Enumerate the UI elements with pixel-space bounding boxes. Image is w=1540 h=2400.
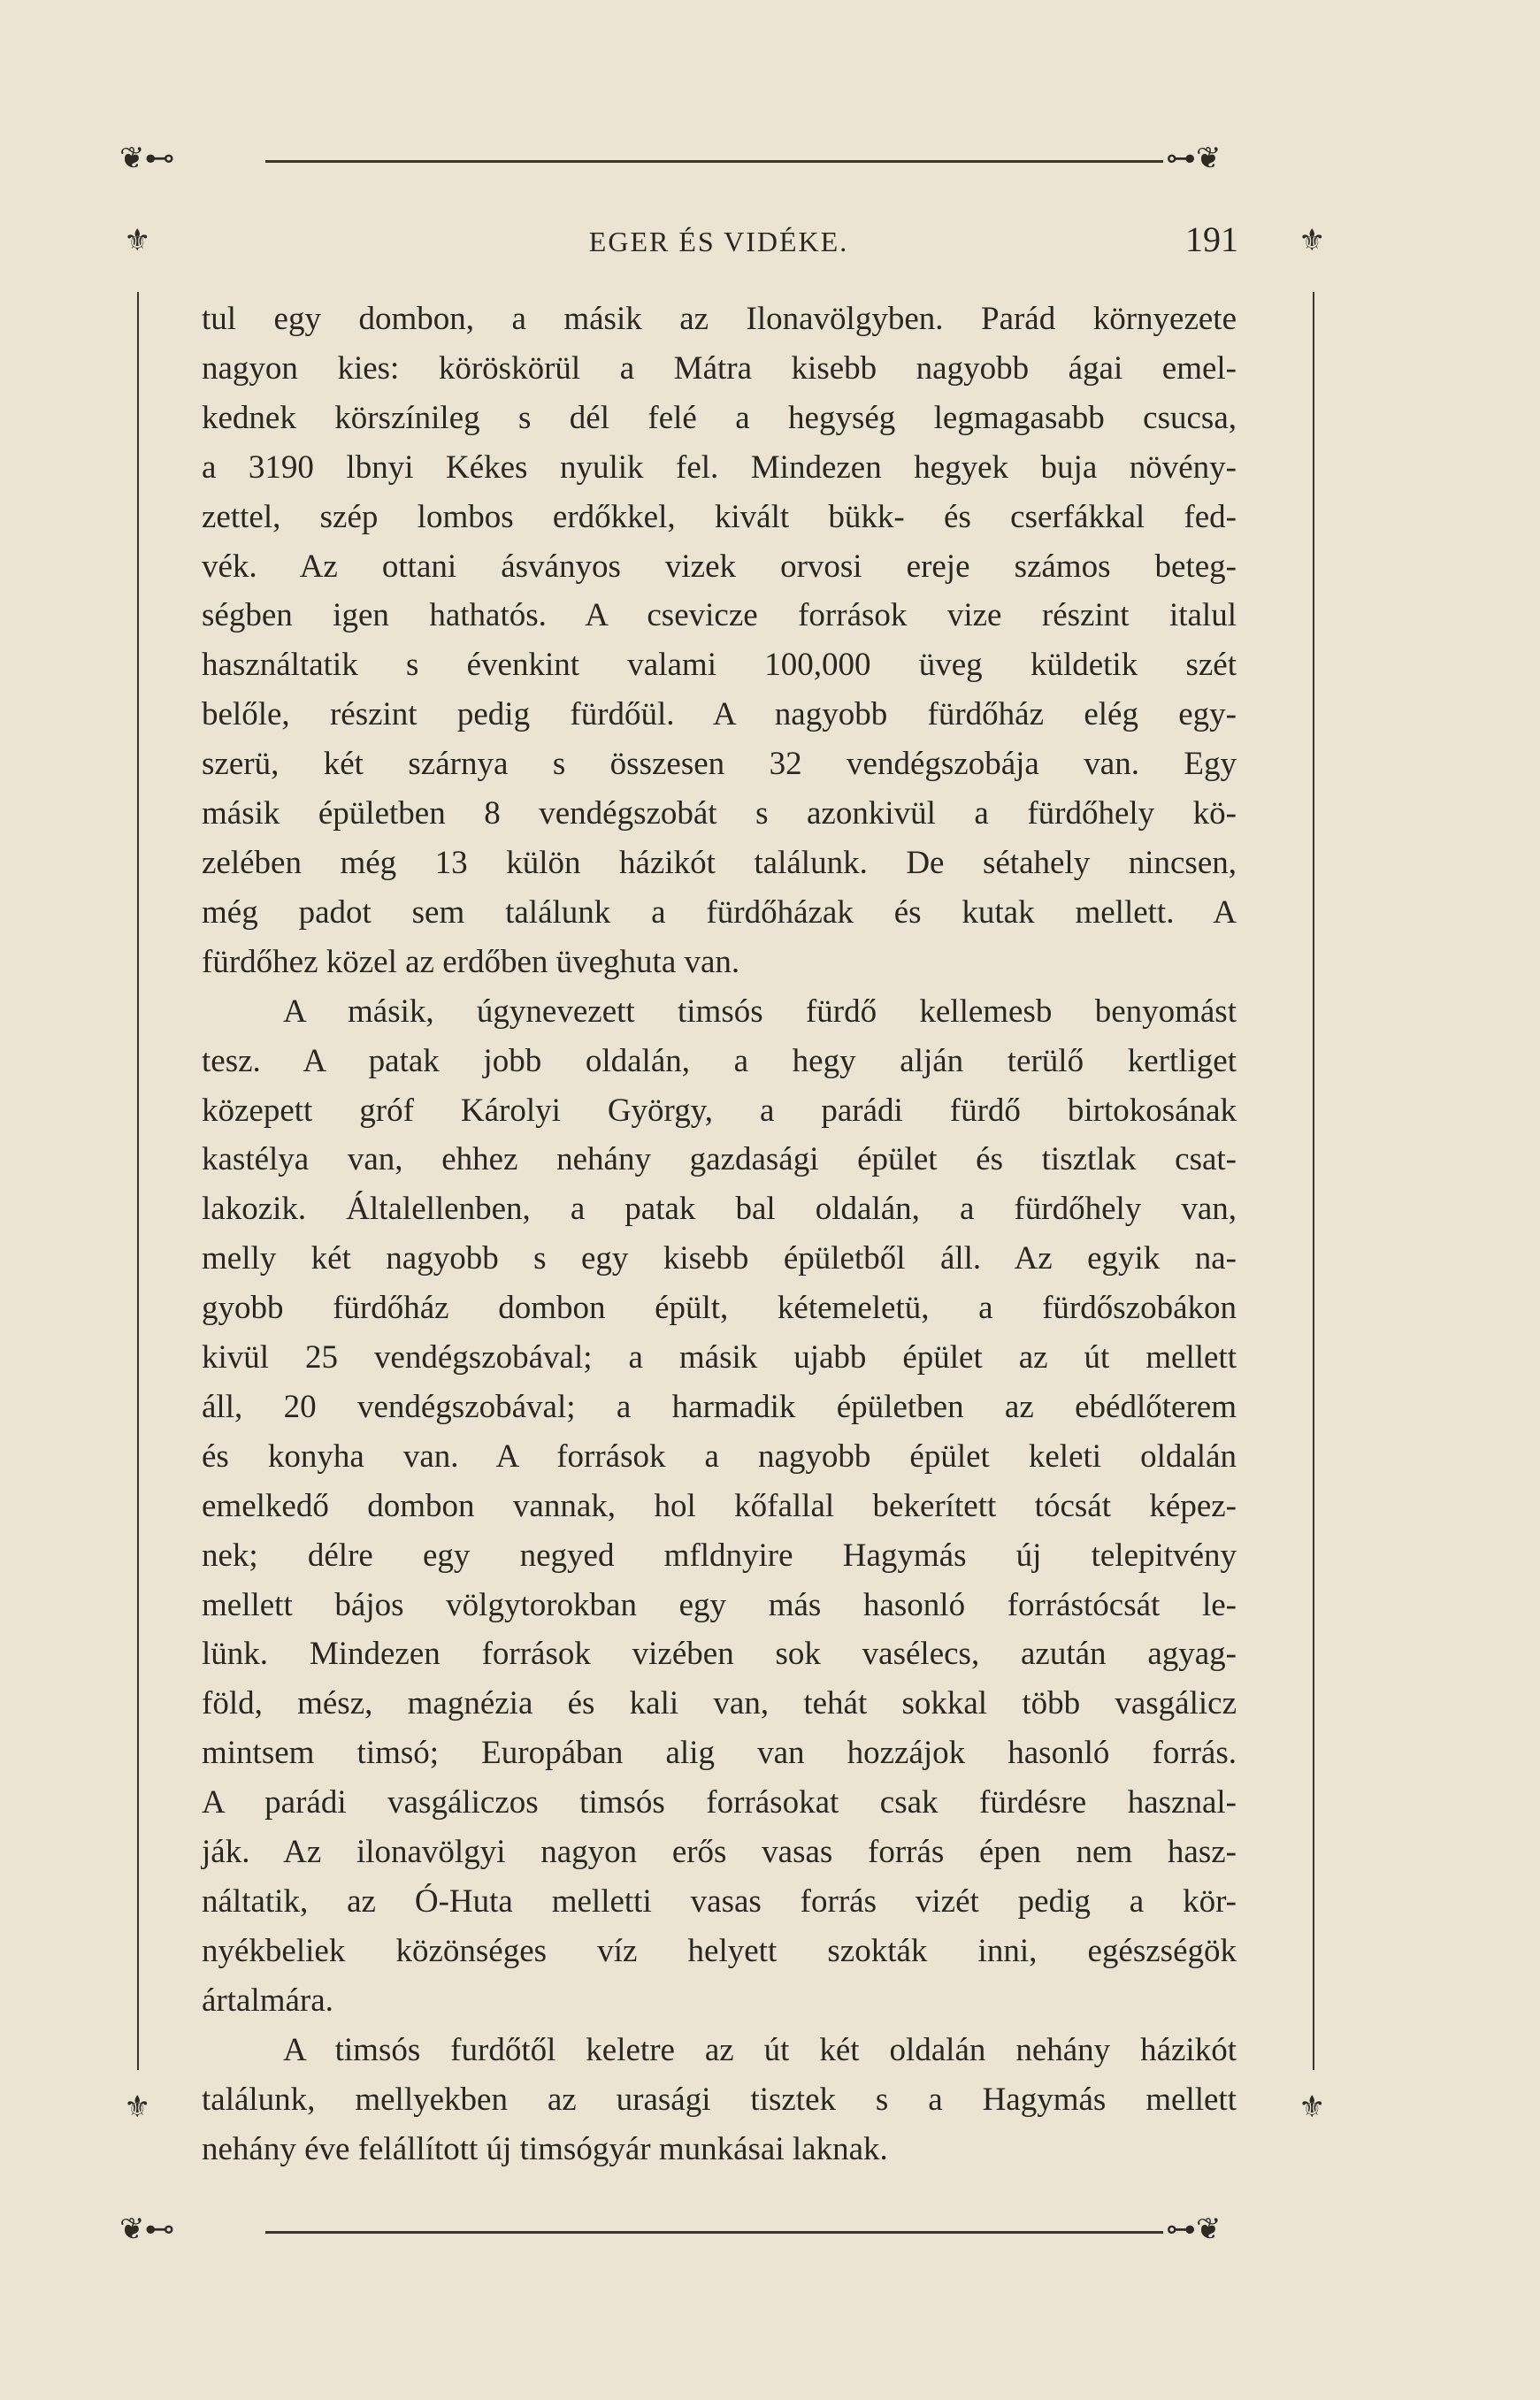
text-line: ják. Az ilonavölgyi nagyon erős vasas forrás épen nem hasz- (202, 1834, 1237, 1871)
text-line: mellett bájos völgytorokban egy más hasonló forrástócsát le- (202, 1586, 1237, 1623)
text-line: ségben igen hathatós. A csevicze források vize részint italul (202, 597, 1237, 634)
text-line: emelkedő dombon vannak, hol kőfallal bekerített tócsát képez- (202, 1487, 1237, 1524)
text-line: másik épületben 8 vendégszobát s azonkivül a fürdőhely kö- (202, 795, 1237, 832)
bottom-left-ornament-icon: ❦⊷ (119, 2212, 175, 2247)
top-right-ornament-icon: ⊶❦ (1166, 141, 1222, 176)
paragraph-3 (202, 2026, 1237, 2174)
text-line: lakozik. Általellenben, a patak bal oldalán, a fürdőhely van, (202, 1191, 1237, 1228)
left-rule (137, 292, 139, 2070)
text-line: náltatik, az Ó-Huta melletti vasas forrás vizét pedig a kör- (202, 1883, 1237, 1920)
text-line: és konyha van. A források a nagyobb épület keleti oldalán (202, 1438, 1237, 1475)
text-line: mintsem timsó; Europában alig van hozzájok hasonló forrás. (202, 1735, 1237, 1772)
bottom-rule (265, 2231, 1163, 2234)
text-line: áll, 20 vendégszobával; a harmadik épületben az ebédlőterem (202, 1388, 1237, 1425)
text-line: nek; délre egy negyed mfldnyire Hagymás új telepitvény (202, 1537, 1237, 1574)
top-left-ornament-icon: ❦⊷ (119, 141, 175, 176)
text-line: föld, mész, magnézia és kali van, tehát sokkal több vasgálicz (202, 1685, 1237, 1722)
text-line: kivül 25 vendégszobával; a másik ujabb épület az út mellett (202, 1339, 1237, 1376)
text-line: melly két nagyobb s egy kisebb épületből áll. Az egyik na- (202, 1240, 1237, 1277)
text-line: találunk, mellyekben az urasági tisztek s a Hagymás mellett (202, 2081, 1237, 2118)
page-number: 191 (1185, 219, 1238, 259)
text-line: fürdőhez közel az erdőben üveghuta van. (202, 943, 740, 980)
text-line: szerü, két szárnya s összesen 32 vendégszobája van. Egy (202, 746, 1237, 783)
text-line: gyobb fürdőház dombon épült, kétemeletü, a fürdőszobákon (202, 1290, 1237, 1327)
left-upper-fleuron-icon: ⚜ (124, 223, 151, 258)
top-rule (265, 160, 1163, 163)
text-line: közepett gróf Károlyi György, a parádi fürdő birtokosának (202, 1092, 1237, 1129)
text-line: tul egy dombon, a másik az Ilonavölgyben. Parád környezete (202, 301, 1237, 337)
text-line: tesz. A patak jobb oldalán, a hegy alján terülő kertliget (202, 1042, 1237, 1079)
right-lower-fleuron-icon: ⚜ (1299, 2089, 1326, 2125)
paragraph-1 (202, 295, 1237, 987)
text-line: A parádi vasgáliczos timsós forrásokat csak fürdésre hasznal- (202, 1784, 1237, 1821)
text-line: zelében még 13 külön házikót találunk. De sétahely nincsen, (202, 844, 1237, 881)
text-line: használtatik s évenkint valami 100,000 üveg küldetik szét (202, 647, 1237, 684)
page-header (199, 217, 1238, 270)
running-title: EGER ÉS VIDÉKE. (588, 226, 849, 257)
text-line: vék. Az ottani ásványos vizek orvosi ereje számos beteg- (202, 548, 1237, 585)
bottom-right-ornament-icon: ⊶❦ (1166, 2212, 1222, 2247)
text-line: kastélya van, ehhez nehány gazdasági épület és tisztlak csat- (202, 1141, 1237, 1178)
text-line: lünk. Mindezen források vizében sok vasélecs, azután agyag- (202, 1636, 1237, 1673)
text-line: még padot sem találunk a fürdőházak és kutak mellett. A (202, 893, 1237, 931)
text-line: zettel, szép lombos erdőkkel, kivált bükk- és cserfákkal fed- (202, 498, 1237, 535)
text-line: A másik, úgynevezett timsós fürdő kellemesb benyomást (283, 993, 1237, 1030)
left-lower-fleuron-icon: ⚜ (124, 2089, 151, 2125)
text-line: nehány éve felállított új timsógyár munkásai laknak. (202, 2130, 888, 2167)
text-line: kednek körszínileg s dél felé a hegység legmagasabb csucsa, (202, 399, 1237, 436)
paragraph-2 (202, 987, 1237, 2026)
right-upper-fleuron-icon: ⚜ (1299, 223, 1326, 258)
text-line: nyékbeliek közönséges víz helyett szokták inni, egészségök (202, 1932, 1237, 1969)
text-line: ártalmára. (202, 1982, 333, 2019)
text-line: belőle, részint pedig fürdőül. A nagyobb fürdőház elég egy- (202, 696, 1237, 733)
text-line: a 3190 lbnyi Kékes nyulik fel. Mindezen hegyek buja növény- (202, 449, 1237, 486)
text-line: A timsós furdőtől keletre az út két oldalán nehány házikót (283, 2031, 1237, 2068)
body-text (202, 295, 1237, 2174)
right-rule (1313, 292, 1314, 2070)
text-line: nagyon kies: köröskörül a Mátra kisebb nagyobb ágai emel- (202, 349, 1237, 387)
